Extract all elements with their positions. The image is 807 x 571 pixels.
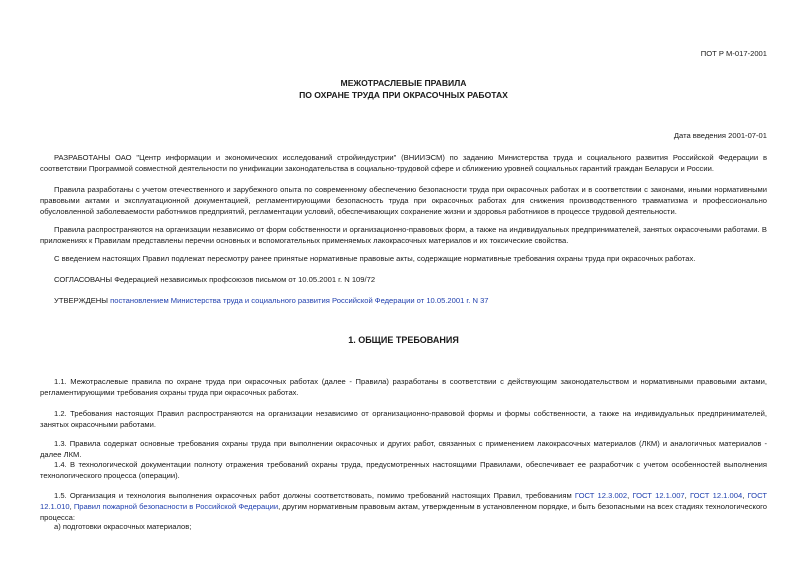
clause-1-5-text: 1.5. Организация и технология выполнения окрасочных работ должны соответствовать, помимо требований настоящих Правил, требованиям [54,491,575,500]
clause-1-2-text: 1.2. Требования настоящих Правил распространяются на организации независимо от организационно-правовой формы и формы собственности, а также на индивидуальных предпринимателей, занятых окрасочными работами. [40,409,767,429]
approved-decree-link[interactable]: постановлением Министерства труда и социального развития Российской Федерации от 10.05.2001 г. N 37 [110,296,489,305]
agreed-text: Федерацией независимых профсоюзов письмом от 10.05.2001 г. N 109/72 [112,275,376,284]
clause-1-4 [40,459,767,481]
review-text: С введением настоящих Правил подлежат пересмотру ранее принятые нормативные правовые акты, содержащие нормативные требования охраны труда при окрасочных работах. [54,254,696,263]
gost-12-1-007-link[interactable]: ГОСТ 12.1.007 [632,491,685,500]
clause-1-5-a [40,521,767,532]
agreed-label: СОГЛАСОВАНЫ [54,275,113,284]
fire-safety-rules-link[interactable]: Правил пожарной безопасности в Российской Федерации [73,502,279,511]
clause-1-5-a-text: а) подготовки окрасочных материалов; [54,522,192,531]
introduction-date: Дата введения 2001-07-01 [673,131,767,140]
gost-12-3-002-link[interactable]: ГОСТ 12.3.002 [574,491,628,500]
separator: , [684,491,690,500]
paragraph-review [40,253,767,264]
clause-1-1 [40,376,767,398]
basis-text: Правила разработаны с учетом отечественного и зарубежного опыта по современному обеспечению безопасности труда при окрасочных работах и в соответствии с законами, иными нормативными правовыми актами и эксплуатационной документацией, регламентирующими безопасность труда при окрасочных работах для снижения производственного травматизма и профессионально обусловленной заболеваемости работников предприятий, регламентации условий, обеспечивающих сохранение жизни и здоровья работников в процессе трудовой деятельности. [40,185,767,216]
gost-12-1-004-link[interactable]: ГОСТ 12.1.004 [689,491,743,500]
paragraph-basis [40,184,767,217]
separator: , [742,491,748,500]
clause-1-3 [40,438,767,460]
approved-label: УТВЕРЖДЕНЫ [54,296,108,305]
clause-1-2 [40,408,767,430]
clause-1-4-text: 1.4. В технологической документации полноту отражения требований охраны труда, предусмотренных настоящими Правилами, обеспечивает ее разработчик с учетом особенностей выполнения технологического процесса (операции). [40,460,767,480]
section-1-heading: 1. ОБЩИЕ ТРЕБОВАНИЯ [348,335,459,345]
title-line-1: МЕЖОТРАСЛЕВЫЕ ПРАВИЛА [340,78,467,88]
scope-text: Правила распространяются на организации независимо от форм собственности и организационно-правовых форм, а также на индивидуальных предпринимателей, занятых окрасочными работами. В приложениях к Правилам представлены перечни основных и вспомогательных применяемых лакокрасочных материалов и их токсические свойства. [40,225,767,245]
paragraph-scope [40,224,767,246]
clause-1-1-text: 1.1. Межотраслевые правила по охране труда при окрасочных работах (далее - Правила) разработаны в соответствии с действующим законодательством и нормативными правовыми актами, регламентирующими требования охраны труда при окрасочных работах. [40,377,767,397]
document-number: ПОТ Р М-017-2001 [700,49,767,58]
clause-1-5 [40,490,767,523]
gost-12-1-010-link[interactable]: ГОСТ 12.1.010 [40,491,767,511]
paragraph-developed [40,152,767,174]
paragraph-approved [40,295,767,306]
separator: , [69,502,74,511]
clause-1-3-text: 1.3. Правила содержат основные требования охраны труда при выполнении окрасочных и других работ, связанных с применением лакокрасочных материалов (ЛКМ) и аналогичных материалов - далее ЛКМ. [40,439,767,459]
separator: , [627,491,633,500]
title-line-2: ПО ОХРАНЕ ТРУДА ПРИ ОКРАСОЧНЫХ РАБОТАХ [299,90,508,100]
developed-text: РАЗРАБОТАНЫ ОАО "Центр информации и экономических исследований стройиндустрии" (ВНИИЭСМ) по заданию Министерства труда и социального развития Российской Федерации в соответствии Программой совместной деятельности по унификации законодательства в социально-трудовой сфере и сближению уровней социальных гарантий граждан Беларуси и России. [40,153,767,173]
clause-1-5-end: , другим нормативным правовым актам, утвержденным в установленном порядке, и быть безопасными на всех стадиях технологического процесса: [40,502,767,522]
paragraph-agreed [40,274,767,285]
document-title [0,77,807,101]
